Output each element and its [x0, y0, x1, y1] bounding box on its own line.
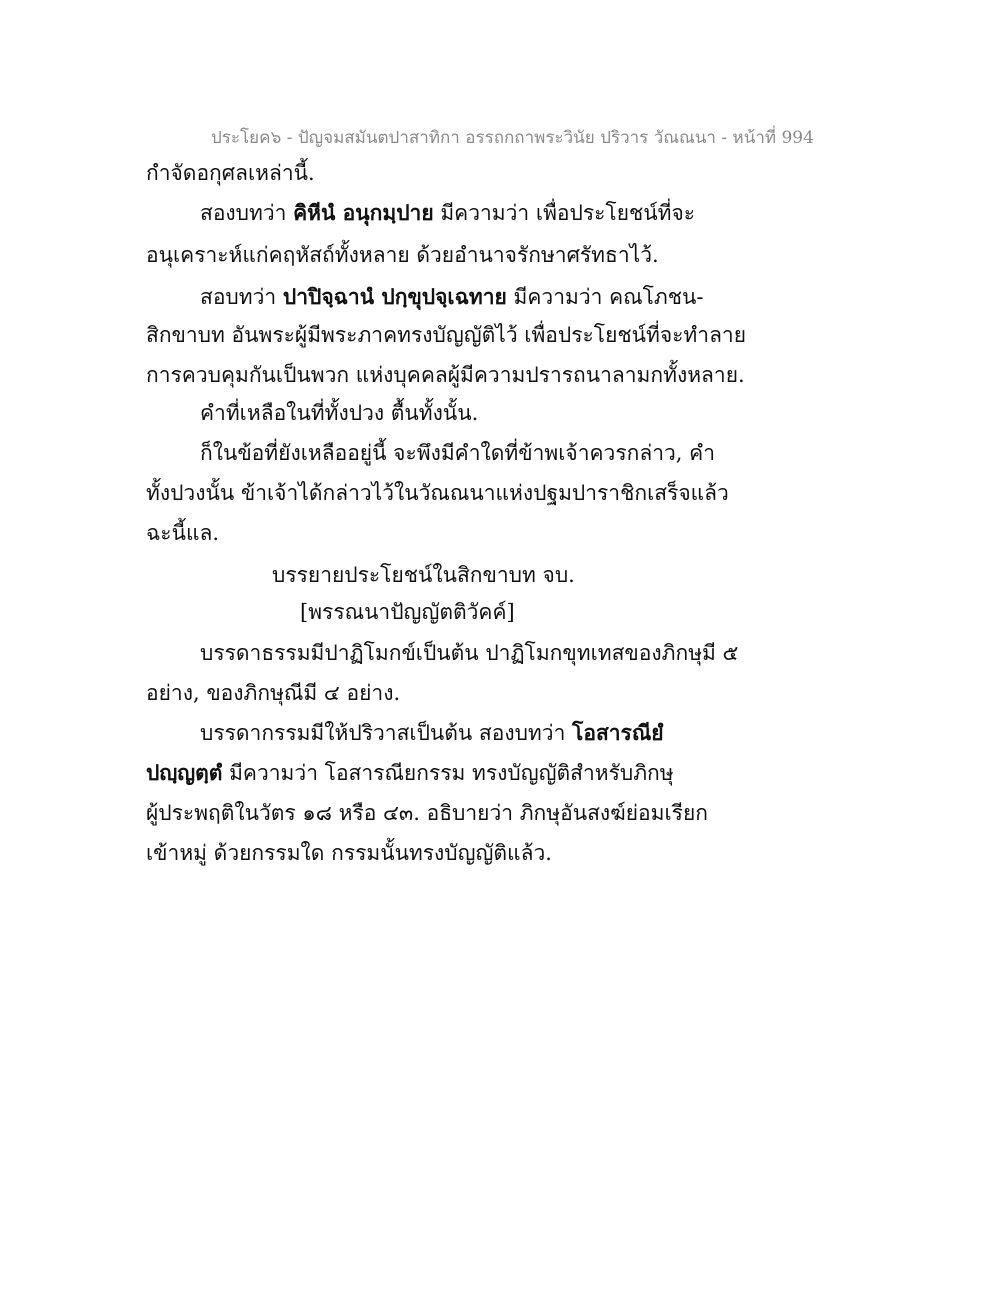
section-title: [พรรณนาปัญญัตติวัคค์] — [300, 600, 515, 624]
text-line: ฉะนี้แล. — [146, 521, 220, 545]
text-line: คำที่เหลือในที่ทั้งปวง ตื้นทั้งนั้น. — [200, 401, 479, 425]
text-run: สอบทว่า — [200, 285, 283, 309]
pali-term: คิหีนํ อนุกมฺปาย — [293, 200, 434, 225]
text-line: กำจัดอกุศลเหล่านี้. — [146, 161, 315, 185]
text-line: ก็ในข้อที่ยังเหลืออยู่นี้ จะพึงมีคำใดที่ข้าพเจ้าควรกล่าว, คำ — [200, 441, 715, 465]
text-line: การควบคุมกันเป็นพวก แห่งบุคคลผู้มีความปรารถนาลามกทั้งหลาย. — [146, 363, 745, 387]
pali-term: ปญฺญตฺตํ — [146, 760, 223, 785]
pali-term: ปาปิจฺฉานํ ปกฺขุปจฺเฉทาย — [282, 284, 507, 309]
text-run: มีความว่า เพื่อประโยชน์ที่จะ — [433, 201, 696, 225]
text-run: บรรดากรรมมีให้ปริวาสเป็นต้น สองบทว่า — [200, 721, 573, 745]
text-run: มีความว่า คณโภชน- — [506, 285, 704, 309]
text-line: สิกขาบท อันพระผู้มีพระภาคทรงบัญญัติไว้ เพื่อประโยชน์ที่จะทำลาย — [146, 323, 747, 347]
pali-term: โอสารณียํ — [572, 720, 664, 745]
page-header: ประโยค๖ - ปัญจมสมันตปาสาทิกา อรรถกถาพระวินัย ปริวาร วัณณนา - หน้าที่ 994 — [211, 128, 814, 148]
text-run: มีความว่า โอสารณียกรรม ทรงบัญญัติสำหรับภิกษุ — [222, 761, 674, 785]
text-line: ทั้งปวงนั้น ข้าเจ้าได้กล่าวไว้ในวัณณนาแห่งปฐมปาราชิกเสร็จแล้ว — [146, 481, 729, 505]
text-line — [200, 718, 664, 748]
text-line: ผู้ประพฤติในวัตร ๑๘ หรือ ๔๓. อธิบายว่า ภิกษุอันสงฆ์ย่อมเรียก — [146, 801, 708, 825]
text-line — [146, 758, 674, 788]
text-line — [200, 282, 703, 312]
text-line — [200, 198, 695, 228]
text-line: อย่าง, ของภิกษุณีมี ๔ อย่าง. — [146, 681, 401, 705]
text-run: สองบทว่า — [200, 201, 294, 225]
text-line: บรรดาธรรมมีปาฏิโมกข์เป็นต้น ปาฏิโมกขุทเทสของภิกษุมี ๕ — [200, 641, 739, 665]
text-line: อนุเคราะห์แก่คฤหัสถ์ทั้งหลาย ด้วยอำนาจรักษาศรัทธาไว้. — [146, 243, 659, 267]
section-end-heading: บรรยายประโยชน์ในสิกขาบท จบ. — [272, 563, 575, 587]
text-line: เข้าหมู่ ด้วยกรรมใด กรรมนั้นทรงบัญญัติแล้ว. — [146, 841, 552, 865]
